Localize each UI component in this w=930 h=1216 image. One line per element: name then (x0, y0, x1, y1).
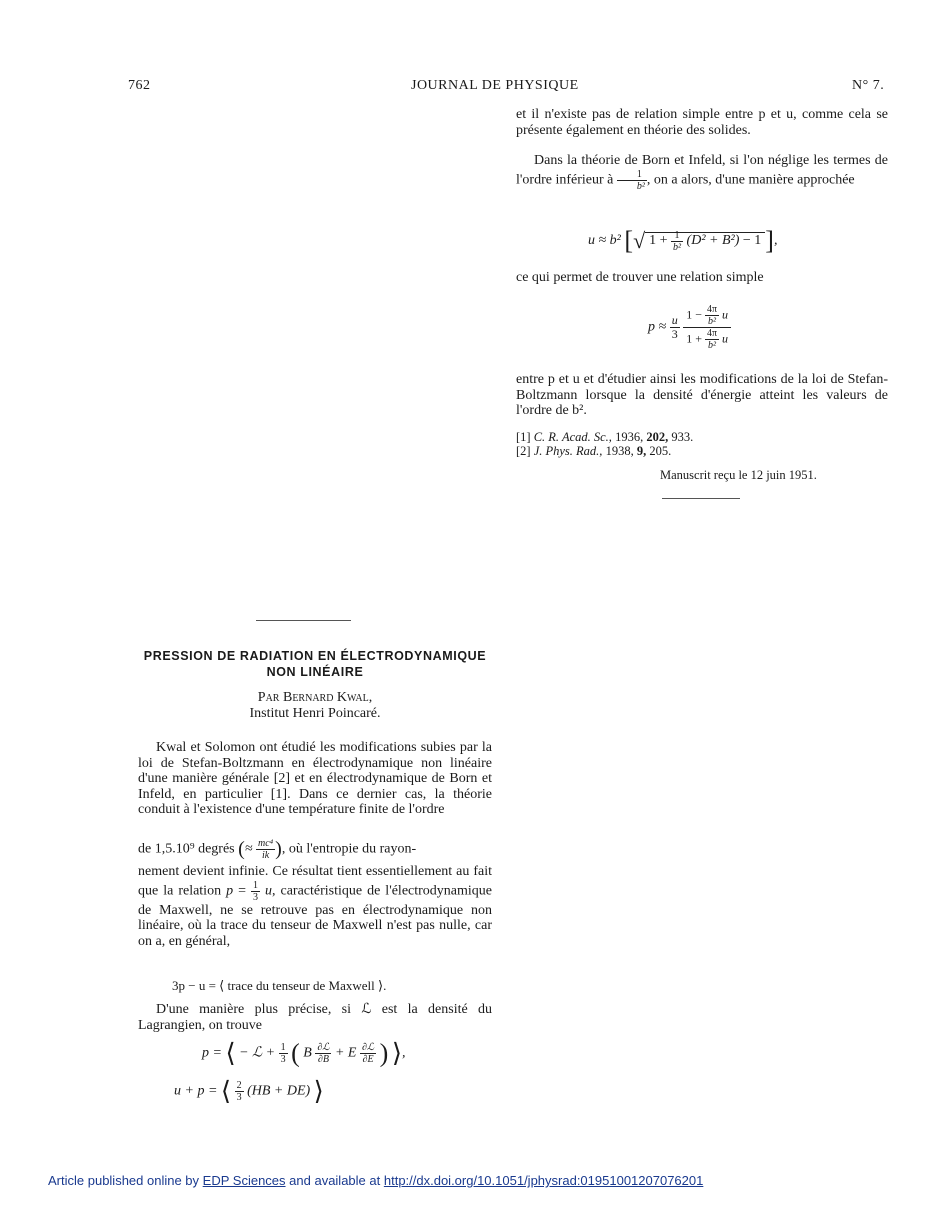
right-para-2 (516, 153, 888, 192)
reference-2: [2] J. Phys. Rad., 1938, 9, 205. (516, 444, 672, 458)
publisher-link[interactable]: EDP Sciences (202, 1173, 286, 1188)
inline-fraction: $\frac{1}{\text{b²}}$ (617, 169, 647, 192)
received-date: Manuscrit reçu le 12 juin 1951. (660, 468, 817, 482)
maxwell-text: , caractéristique de l'électrodynamique de Maxwell, ne se retrouve pas en électrodynamique non linéaire, où la trace du tenseur de Maxwell n'est pas nulle, car on a, en général, (138, 883, 493, 949)
article-para-1-cont: nement devient infinie. Ce résultat tient essentiellement au fait que la relation p = $\frac{1}{3}$ u, caractéristique de l'électrodynamique de Maxwell, ne se retrouve pas en électrodynamique non linéaire, où la trace du tenseur de Maxwell n'est pas nulle, car on a, en général, (138, 864, 493, 949)
references (516, 430, 888, 458)
page-number: 762 (128, 78, 151, 93)
relation-text: nement devient infinie. Ce résultat tient essentiellement au fait que la relation (138, 864, 492, 899)
byline (138, 690, 492, 722)
entropy-text: , où l'entropie du rayon- (281, 841, 417, 857)
article-para-1: Kwal et Solomon ont étudié les modifications subies par la loi de Stefan-Boltzmann en électrodynamique non linéaire d'une manière générale [2] et en électrodynamique de Born et Infeld, en particulier [1]. Dans ce dernier cas, la théorie conduit à l'existence d'une température finite de l'ordre (138, 740, 492, 817)
right-para-3: ce qui permet de trouver une relation simple (516, 270, 764, 285)
footer-prefix: Article published online by (48, 1173, 200, 1188)
article-title-line-2: NON LINÉAIRE (266, 665, 364, 679)
issue-number: N° 7. (852, 78, 885, 93)
end-rule (662, 498, 740, 499)
doi-link[interactable]: http://dx.doi.org/10.1051/jphysrad:01951001207076201 (383, 1173, 704, 1188)
author: Par Bernard Kwal, (257, 690, 373, 705)
journal-title: JOURNAL DE PHYSIQUE (411, 78, 579, 93)
article-para-1-line: de 1,5.10⁹ degrés (≈ $\frac{\text{mc⁴}}{ik}$ ), où l'entropie du rayon- (138, 837, 417, 861)
right-para-1: et il n'existe pas de relation simple entre p et u, comme cela se présente également en théorie des solides. (516, 107, 888, 138)
right-para-2-end: , on a alors, d'une manière approchée (646, 172, 855, 188)
reference-1: [1] C. R. Acad. Sc., 1936, 202, 933. (516, 430, 694, 444)
equation-p-approx: p ≈ $\frac{u}{3}$ 1 − $\frac{4\pi}{\text{b²}}$ u 1 + $\frac{4\pi}{\text{b²}}$ u (648, 304, 731, 351)
right-para-4: entre p et u et d'étudier ainsi les modifications de la loi de Stefan-Boltzmann lorsque la densité d'énergie atteint les valeurs de l'ordre de b². (516, 372, 888, 418)
publication-footer (48, 1173, 703, 1188)
affiliation: Institut Henri Poincaré. (249, 706, 381, 721)
article-title-line-1: PRESSION DE RADIATION EN ÉLECTRODYNAMIQUE (143, 649, 487, 663)
article-title (138, 648, 492, 680)
temperature-text: de 1,5.10⁹ degrés (138, 841, 235, 857)
article-separator (256, 620, 351, 621)
article-para-2: D'une manière plus précise, si ℒ est la densité du Lagrangien, on trouve (138, 1002, 492, 1033)
equation-energy: u + p = ⟨ $\frac{2}{3}$ (HB + DE) ⟩ (174, 1076, 324, 1106)
equation-pressure: p = ⟨ − ℒ + $\frac{1}{3}$ ( B $\frac{\text{∂ℒ}}{\partial B}$ + E $\frac{\text{∂ℒ}}{\partial E}$ ) ⟩, (202, 1038, 406, 1068)
right-para-2-start: Dans la théorie de Born et Infeld, si l'on néglige les termes de l'ordre inférieur à (516, 153, 888, 188)
trace-equation: 3p − u = ⟨ trace du tenseur de Maxwell ⟩. (172, 978, 387, 993)
equation-u-approx: u ≈ b² [√ 1 + $\frac{1}{\text{b²}}$ (D² + B²) − 1 ], (588, 226, 778, 255)
footer-middle: and available at (289, 1173, 381, 1188)
